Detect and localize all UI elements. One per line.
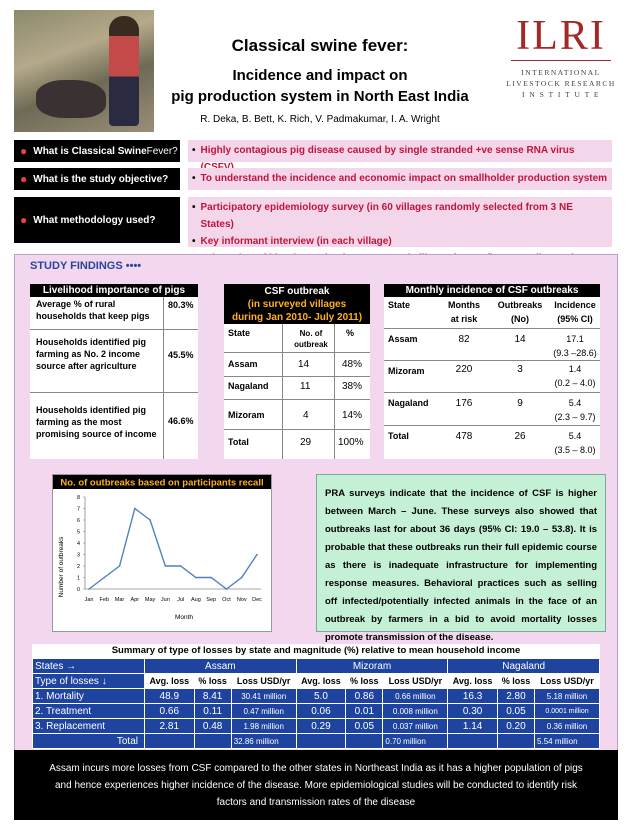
y-tick-label: 6	[76, 518, 80, 524]
csf-outbreak-heading: CSF outbreak (in surveyed villages during Jan 2010- July 2011)	[224, 284, 370, 324]
pra-summary	[316, 474, 606, 643]
state-mizoram: Mizoram	[296, 659, 448, 674]
data-point	[241, 577, 243, 579]
data-point	[210, 577, 212, 579]
x-tick-label: Feb	[99, 597, 110, 603]
data-point	[103, 577, 105, 579]
y-tick-label: 3	[76, 552, 80, 559]
y-tick-label: 2	[76, 564, 80, 570]
losses-title: Summary of type of losses by state and magnitude (%) relative to mean household income	[32, 644, 600, 658]
livelihood-row-value: 80.3%	[168, 300, 194, 310]
loss-row-mortality: 1. Mortality 48.9 8.41 30.41 million 5.0 0.86 0.66 million 16.3 2.80 5.18 million	[33, 689, 600, 704]
header-photo	[14, 10, 154, 132]
outbreaks-line-chart	[53, 475, 271, 631]
livelihood-table	[30, 284, 198, 459]
livelihood-row-label: Households identified pig farming as No. 2 income source after agriculture	[36, 337, 146, 371]
states-label: States →	[33, 659, 145, 674]
ilri-logo: ILRI INTERNATIONAL LIVESTOCK RESEARCH I N S T I T U T E	[506, 13, 616, 99]
livelihood-heading: Livelihood importance of pigs	[30, 284, 198, 297]
data-point	[88, 588, 90, 590]
outbreaks-chart	[52, 474, 272, 632]
answer-methodology: • Participatory epidemiology survey (in 60 villages randomly selected from 3 NE States) • Key informant interview (in each village) •	[188, 197, 612, 247]
chart-ylabel: Number of outbreaks	[58, 536, 65, 598]
chart-title: No. of outbreaks based on participants recall	[60, 477, 264, 489]
y-tick-label: 7	[76, 506, 80, 513]
question-what-is-csf: ● What is Classical Swine Fever?	[14, 140, 180, 162]
question-study-objective: ● What is the study objective?	[14, 168, 180, 190]
footer-conclusion: Assam incurs more losses from CSF compared to the other states in Northeast India as it has a higher population of pigs and hence experiences higher incidence of the disease. More epidemiological studies will be conducted to identify risk factors and transmission rates of the disease	[14, 750, 618, 820]
x-tick-label: Nov	[236, 597, 247, 603]
x-tick-label: Apr	[130, 597, 140, 603]
y-tick-label: 8	[76, 495, 80, 501]
data-point	[195, 577, 197, 579]
monthly-incidence-table: Monthly incidence of CSF outbreaks State Months at risk Outbreaks (No) Incidence (95% CI) Assam 82 14 17.1 (9.3 –28.6) Mizoram 220 3 1.4 (0.2 – 4.0) Nagaland 176 9 5.4 (2.3 – 9.7) Total 478 26 5.4 (3.5 – 8.0)	[384, 284, 600, 459]
monthly-incidence-heading: Monthly incidence of CSF outbreaks	[384, 284, 600, 297]
x-tick-label: Jul	[177, 597, 185, 603]
person-figure	[109, 16, 139, 126]
y-tick-label: 0	[76, 587, 80, 593]
x-tick-label: Oct	[222, 597, 231, 603]
loss-row-total: Total 32.86 million 0.70 million 5.54 million	[33, 734, 600, 749]
loss-row-replacement: 3. Replacement 2.81 0.48 1.98 million 0.29 0.05 0.037 million 1.14 0.20 0.36 million	[33, 719, 600, 734]
types-label: Type of losses ↓	[33, 674, 145, 689]
losses-table: Summary of type of losses by state and magnitude (%) relative to mean household income States → Assam Mizoram Nagaland Type of losses ↓ Avg. loss % loss Loss USD/yr Avg. loss % loss Loss USD/yr Avg. loss % loss Loss USD/yr 1. Mortality 48.9 8.41 30.41 million 5.0 0.86 0.66 million 16.3 2.80 5.18 million 2. Treatment 0.66 0.11 0.47 million 0.06 0.01 0.008 million 0.30 0.05 0.0001 million 3. Replacement 2.81 0.48 1.98 million 0.29 0.05 0.037 million 1.14 0.20 0.36 million Total 32.86 million 0.70 million 5.54 million	[32, 644, 600, 749]
x-tick-label: Aug	[191, 597, 201, 603]
pra-text: PRA surveys indicate that the incidence of CSF is higher between March – June. These surveys also showed that outbreaks last for about 36 days (95% CI: 19.0 – 53.8). It is probable that these outbreaks run their full epidemic course as there is inadequate infrastructure for implementing response measures. Behavioral practices such as selling off infected/potentially infected animals in the face of an outbreak by farmers in a bid to avoid mortality losses promote transmission of the disease.	[325, 488, 597, 643]
series-line	[89, 509, 257, 590]
x-tick-label: Mar	[114, 597, 125, 603]
x-tick-label: Jan	[84, 597, 94, 603]
x-tick-label: Dec	[252, 597, 262, 603]
state-nagaland: Nagaland	[448, 659, 600, 674]
y-tick-label: 1	[76, 575, 80, 582]
livelihood-row-value: 45.5%	[168, 350, 194, 360]
y-tick-label: 4	[76, 541, 80, 547]
authors: R. Deka, B. Bett, K. Rich, V. Padmakumar, I. A. Wright	[200, 114, 440, 125]
csf-outbreak-table: CSF outbreak (in surveyed villages during Jan 2010- July 2011) State No. of outbreak % Assam 14 48% Nagaland 11 38% Mizoram 4 14% Total 29 100%	[224, 284, 370, 459]
chart-xlabel: Month	[174, 614, 194, 621]
livelihood-row-label: Households identified pig farming as the most promising source of income	[36, 405, 157, 439]
x-tick-label: Sep	[206, 597, 217, 603]
study-findings-title: STUDY FINDINGS ••••	[30, 260, 142, 272]
data-point	[149, 519, 151, 521]
data-point	[134, 508, 136, 510]
data-point	[119, 565, 121, 567]
x-tick-label: May	[144, 597, 156, 603]
data-point	[256, 554, 258, 556]
answer-what-is-csf: • Highly contagious pig disease caused by single stranded +ve sense RNA virus	[188, 140, 612, 162]
loss-row-treatment: 2. Treatment 0.66 0.11 0.47 million 0.06 0.01 0.008 million 0.30 0.05 0.0001 million	[33, 704, 600, 719]
answer-study-objective: • To understand the incidence and economic impact on smallholder production system	[188, 168, 612, 190]
data-point	[226, 588, 228, 590]
pig-figure	[36, 80, 106, 118]
poster-subtitle: Incidence and impact on	[232, 67, 408, 84]
data-point	[165, 565, 167, 567]
question-methodology: ● What methodology used?	[14, 197, 180, 243]
poster-title: Classical swine fever:	[231, 36, 409, 55]
data-point	[180, 565, 182, 567]
x-tick-label: Jun	[160, 597, 170, 603]
poster-subtitle-2: pig production system in North East India	[171, 88, 469, 105]
livelihood-row-label: Average % of rural households that keep pigs	[36, 299, 150, 321]
y-tick-label: 5	[76, 529, 80, 536]
livelihood-row-value: 46.6%	[168, 416, 194, 426]
state-assam: Assam	[145, 659, 297, 674]
